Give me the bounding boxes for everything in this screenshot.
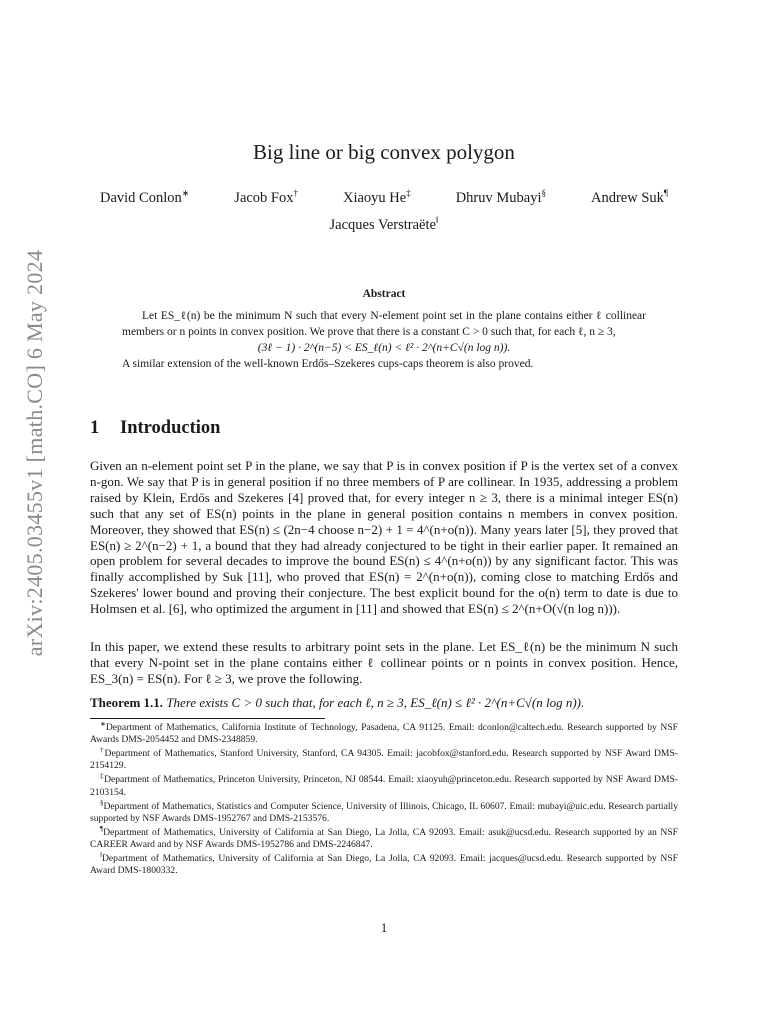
footnote: ¶Department of Mathematics, University of California at San Diego, La Jolla, CA 92093. Email: asuk@ucsd.edu. Research supported by an NSF CAREER Award and by NSF Awards DMS-1952786 and DMS-2246847. [90, 824, 678, 851]
author: Xiaoyu He‡ [343, 188, 411, 206]
author-row-2 [0, 217, 768, 234]
abstract-equation: (3ℓ − 1) · 2^(n−5) < ES_ℓ(n) < ℓ² · 2^(n+C√(n log n)). [257, 342, 511, 354]
footnote: ‖Department of Mathematics, University of California at San Diego, La Jolla, CA 92093. Email: jacques@ucsd.edu. Research supported by NSF Award DMS-1800332. [90, 850, 678, 877]
footnote: ‡Department of Mathematics, Princeton University, Princeton, NJ 08544. Email: xiaoyuh@princeton.edu. Research supported by NSF Award DMS-2103154. [90, 772, 678, 798]
footnote-mark[interactable]: § [541, 188, 546, 199]
author: Dhruv Mubayi§ [455, 188, 546, 206]
arxiv-id[interactable]: arXiv:2405.03455v1 [math.CO] 6 May 2024 [22, 249, 47, 656]
footnote-mark[interactable]: ∗ [181, 188, 190, 199]
page-number: 1 [380, 920, 388, 935]
theorem-label: Theorem 1.1. [90, 695, 164, 710]
footnote-mark[interactable]: ‖ [435, 215, 439, 226]
footnote: ∗Department of Mathematics, California Institute of Technology, Pasadena, CA 91125. Email: dconlon@caltech.edu. Research supported by NSF Awards DMS-2054452 and DMS-2348859. [90, 719, 678, 746]
footnotes [90, 719, 678, 879]
author: Jacques Verstraëte‖ [329, 215, 439, 233]
footnote-mark[interactable]: ¶ [663, 188, 668, 199]
footnote-mark[interactable]: † [293, 188, 299, 199]
abstract [122, 308, 646, 372]
section-title: Introduction [120, 418, 221, 438]
abstract-text: Let ES_ℓ(n) be the minimum N such that every N-element point set in the plane contains either ℓ collinear members or n points in convex position. We prove that there is a constant C > 0 such that, for each ℓ, n ≥ 3, [122, 310, 646, 338]
abstract-heading: Abstract [362, 288, 406, 300]
footnote-mark[interactable]: ‡ [406, 188, 411, 199]
footnote: †Department of Mathematics, Stanford University, Stanford, CA 94305. Email: jacobfox@stanford.edu. Research supported by NSF Award DMS-2154129. [90, 746, 678, 772]
paragraph-text: In this paper, we extend these results to arbitrary point sets in the plane. Let ES_ℓ(n) be the minimum N such that every N-point set in the plane contains either ℓ collinear points or n points in convex position. Hence, ES_3(n) = ES(n). For ℓ ≥ 3, we prove the following. [90, 639, 678, 686]
section-heading [90, 418, 220, 439]
paragraph-text: Given an n-element point set P in the plane, we say that P is in convex position if P is the vertex set of a convex n-gon. We say that P is in general position if no three members of P are collinear. In 1935, addressing a problem raised by Klein, Erdős and Szekeres [4] proved that, for every integer n ≥ 3, there is a minimal integer ES(n) such that any set of ES(n) points in the plane in general position contains n members in convex position. Moreover, they showed that ES(n) ≤ (2n−4 choose n−2) + 1 = 4^(n+o(n)). Many years later [5], they proved that ES(n) ≥ 2^(n−2) + 1, a bound that they had already conjectured to be tight in their earlier paper. It remained an open problem for several decades to improve the bound ES(n) ≤ 4^(n+o(n)) by any significant factor. This was finally accomplished by Suk [11], who proved that ES(n) = 2^(n+o(n)), coming close to matching Erdős and Szekeres' lower bound and proving their conjecture. The best explicit bound for the o(n) term to date is due to Holmsen et al. [6], who optimized the argument in [11] and showed that ES(n) ≤ 2^(n+O(√(n log n))). [90, 458, 678, 617]
author: Andrew Suk¶ [590, 188, 668, 206]
footnote-rule [90, 718, 325, 719]
intro-paragraph-1 [90, 458, 678, 617]
paper-title: Big line or big convex polygon [253, 140, 515, 164]
abstract-text: A similar extension of the well-known Erdős–Szekeres cups-caps theorem is also proved. [122, 358, 534, 370]
author-list [100, 190, 668, 207]
theorem-statement: There exists C > 0 such that, for each ℓ, n ≥ 3, ES_ℓ(n) ≤ ℓ² · 2^(n+C√(n log n)). [166, 695, 585, 710]
section-number: 1 [90, 418, 100, 438]
footnote: §Department of Mathematics, Statistics and Computer Science, University of Illinois, Chicago, IL 60607. Email: mubayi@uic.edu. Research partially supported by NSF Awards DMS-1952767 and DMS-2153576. [90, 798, 678, 824]
theorem-1-1 [90, 695, 678, 711]
author: Jacob Fox† [234, 188, 299, 206]
intro-paragraph-2 [90, 639, 678, 687]
author: David Conlon∗ [100, 188, 190, 206]
